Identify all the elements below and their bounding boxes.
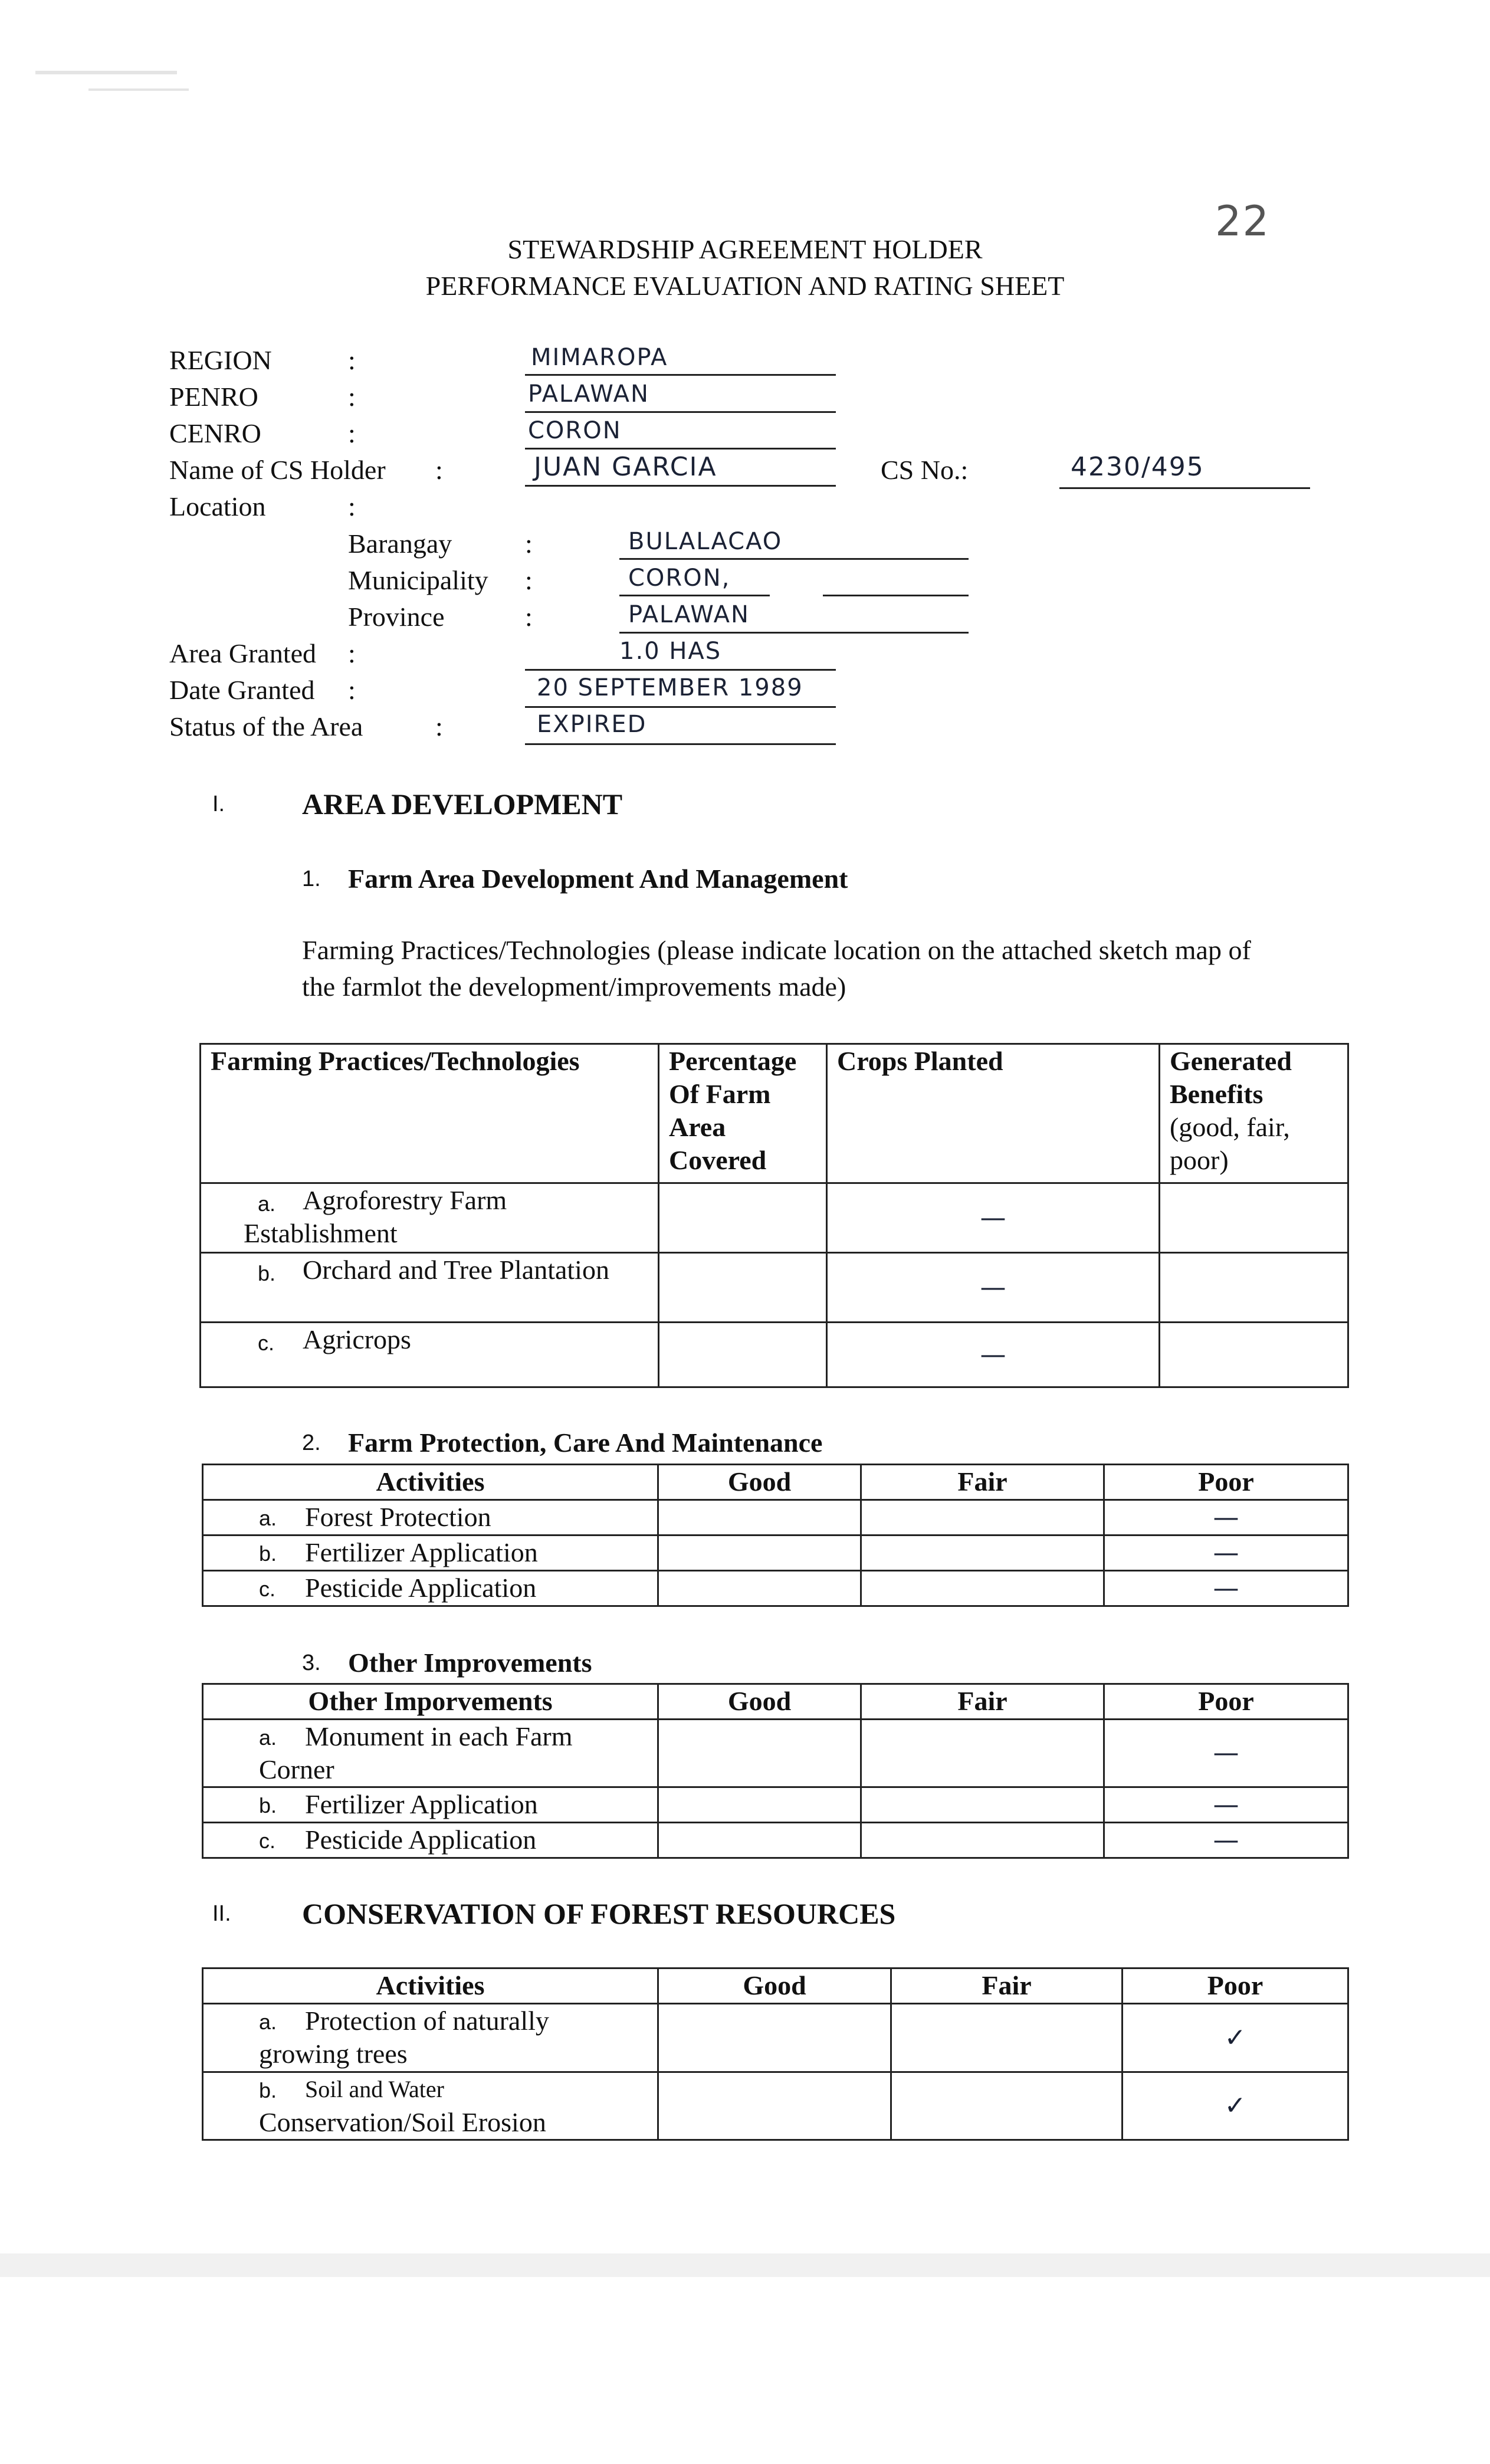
cenro-label: CENRO bbox=[169, 418, 261, 448]
colon: : bbox=[348, 345, 356, 375]
row-letter: c. bbox=[259, 1577, 276, 1601]
fair-cell[interactable] bbox=[861, 1720, 1104, 1787]
form-title-line1: STEWARDSHIP AGREEMENT HOLDER bbox=[507, 234, 983, 264]
penro-label: PENRO bbox=[169, 382, 258, 412]
activity-cell: a. Protection of naturally growing trees bbox=[203, 2004, 658, 2072]
section-title: AREA DEVELOPMENT bbox=[302, 788, 623, 821]
col-header-percentage: Percentage Of Farm Area Covered bbox=[659, 1044, 827, 1183]
holder-value: JUAN GARCIA bbox=[534, 452, 717, 482]
scan-smudge bbox=[35, 71, 177, 74]
fair-cell[interactable] bbox=[861, 1787, 1104, 1823]
row-letter: a. bbox=[259, 1506, 277, 1530]
col-header-benefits: Generated Benefits (good, fair, poor) bbox=[1160, 1044, 1348, 1183]
colon: : bbox=[435, 455, 443, 485]
farming-practices-table bbox=[199, 1043, 1349, 1388]
subsection-title: Farm Protection, Care And Maintenance bbox=[348, 1428, 823, 1458]
activity-cell: c. Pesticide Application bbox=[203, 1823, 658, 1858]
date-label: Date Granted bbox=[169, 675, 315, 705]
region-value: MIMAROPA bbox=[531, 344, 668, 371]
cs-no-label: CS No.: bbox=[881, 455, 969, 485]
activity-cell: a. Monument in each Farm Corner bbox=[203, 1720, 658, 1787]
row-letter: b. bbox=[258, 1261, 276, 1285]
benefits-cell[interactable] bbox=[1160, 1183, 1348, 1253]
poor-cell[interactable]: — bbox=[1104, 1500, 1348, 1536]
province-underline bbox=[619, 632, 969, 634]
crops-cell[interactable]: — bbox=[827, 1253, 1160, 1323]
municipality-label: Municipality bbox=[348, 565, 488, 595]
barangay-label: Barangay bbox=[348, 529, 452, 559]
conservation-table bbox=[202, 1967, 1349, 2141]
col-header-activities: Activities bbox=[203, 1465, 658, 1500]
barangay-underline bbox=[619, 558, 969, 560]
barangay-value: BULALACAO bbox=[628, 528, 783, 555]
fair-cell[interactable] bbox=[861, 1536, 1104, 1571]
municipality-value: CORON, bbox=[628, 565, 731, 592]
row-letter: a. bbox=[259, 1725, 277, 1750]
good-cell[interactable] bbox=[658, 1787, 861, 1823]
form-title-line2: PERFORMANCE EVALUATION AND RATING SHEET bbox=[425, 271, 1065, 301]
province-value: PALAWAN bbox=[628, 601, 750, 628]
holder-label: Name of CS Holder bbox=[169, 455, 386, 485]
scan-smudge bbox=[88, 88, 189, 91]
subsection-number: 2. bbox=[302, 1431, 321, 1455]
poor-cell[interactable]: — bbox=[1104, 1823, 1348, 1858]
scan-band bbox=[0, 2253, 1490, 2277]
benefits-cell[interactable] bbox=[1160, 1253, 1348, 1323]
percentage-cell[interactable] bbox=[659, 1323, 827, 1387]
status-value: EXPIRED bbox=[537, 711, 647, 738]
fair-cell[interactable] bbox=[891, 2004, 1123, 2072]
col-header-crops: Crops Planted bbox=[827, 1044, 1160, 1183]
percentage-cell[interactable] bbox=[659, 1253, 827, 1323]
col-header-good: Good bbox=[658, 1968, 891, 2004]
row-letter: c. bbox=[258, 1331, 275, 1355]
poor-cell[interactable]: — bbox=[1104, 1571, 1348, 1606]
status-underline bbox=[525, 743, 836, 745]
table-row bbox=[203, 1823, 1348, 1858]
colon: : bbox=[435, 711, 443, 742]
good-cell[interactable] bbox=[658, 1571, 861, 1606]
penro-value: PALAWAN bbox=[528, 380, 649, 408]
col-header-practice: Farming Practices/Technologies bbox=[201, 1044, 659, 1183]
table-row bbox=[203, 1536, 1348, 1571]
area-value: 1.0 HAS bbox=[619, 638, 722, 665]
fair-cell[interactable] bbox=[861, 1500, 1104, 1536]
row-letter: a. bbox=[258, 1192, 276, 1216]
row-letter: b. bbox=[259, 1793, 277, 1817]
subsection-number: 1. bbox=[302, 867, 321, 891]
cs-no-value: 4230/495 bbox=[1071, 452, 1205, 482]
cenro-underline bbox=[525, 448, 836, 450]
penro-underline bbox=[525, 411, 836, 413]
poor-cell[interactable]: — bbox=[1104, 1787, 1348, 1823]
colon: : bbox=[525, 565, 533, 595]
subsection-title: Other Improvements bbox=[348, 1648, 592, 1678]
colon: : bbox=[525, 529, 533, 559]
other-improvements-table bbox=[202, 1683, 1349, 1859]
colon: : bbox=[348, 418, 356, 448]
section-number: I. bbox=[212, 792, 225, 816]
region-label: REGION bbox=[169, 345, 272, 375]
location-label: Location bbox=[169, 491, 266, 521]
row-letter: b. bbox=[259, 2078, 277, 2102]
fair-cell[interactable] bbox=[861, 1571, 1104, 1606]
practice-cell: b. Orchard and Tree Plantation bbox=[201, 1253, 659, 1323]
crops-cell[interactable]: — bbox=[827, 1323, 1160, 1387]
good-cell[interactable] bbox=[658, 2004, 891, 2072]
subsection-title: Farm Area Development And Management bbox=[348, 864, 848, 894]
cenro-value: CORON bbox=[528, 417, 622, 444]
colon: : bbox=[525, 602, 533, 632]
col-header-poor: Poor bbox=[1104, 1684, 1348, 1720]
practice-cell: c. Agricrops bbox=[201, 1323, 659, 1387]
col-header-fair: Fair bbox=[861, 1684, 1104, 1720]
activity-cell: b. Fertilizer Application bbox=[203, 1536, 658, 1571]
cs-no-underline bbox=[1059, 487, 1310, 489]
instruction-line1: Farming Practices/Technologies (please indicate location on the attached sketch map of bbox=[302, 935, 1251, 965]
benefits-cell[interactable] bbox=[1160, 1323, 1348, 1387]
table-row bbox=[203, 1500, 1348, 1536]
page-mark: 22 bbox=[1215, 197, 1271, 245]
table-row bbox=[203, 1720, 1348, 1787]
poor-cell[interactable]: — bbox=[1104, 1536, 1348, 1571]
row-letter: b. bbox=[259, 1541, 277, 1566]
good-cell[interactable] bbox=[658, 2072, 891, 2140]
region-underline bbox=[525, 374, 836, 376]
area-underline bbox=[525, 669, 836, 671]
poor-cell[interactable]: ✓ bbox=[1123, 2004, 1348, 2072]
municipality-underline bbox=[619, 595, 770, 596]
poor-cell[interactable]: ✓ bbox=[1123, 2072, 1348, 2140]
table-row bbox=[201, 1323, 1348, 1387]
good-cell[interactable] bbox=[658, 1500, 861, 1536]
holder-underline bbox=[525, 485, 836, 487]
col-header-fair: Fair bbox=[861, 1465, 1104, 1500]
date-value: 20 SEPTEMBER 1989 bbox=[537, 674, 803, 701]
table-row bbox=[201, 1253, 1348, 1323]
status-label: Status of the Area bbox=[169, 711, 363, 742]
instruction-line2: the farmlot the development/improvements made) bbox=[302, 972, 846, 1002]
colon: : bbox=[348, 382, 356, 412]
col-header-poor: Poor bbox=[1104, 1465, 1348, 1500]
practice-cell: a. Agroforestry Farm Establishment bbox=[201, 1183, 659, 1253]
table-row bbox=[203, 2072, 1348, 2140]
subsection-number: 3. bbox=[302, 1651, 321, 1675]
col-header-fair: Fair bbox=[891, 1968, 1123, 2004]
municipality-underline-2 bbox=[823, 595, 969, 596]
crops-cell[interactable]: — bbox=[827, 1183, 1160, 1253]
section-title: CONSERVATION OF FOREST RESOURCES bbox=[302, 1897, 896, 1930]
colon: : bbox=[348, 491, 356, 521]
row-letter: a. bbox=[259, 2010, 277, 2034]
col-header-good: Good bbox=[658, 1684, 861, 1720]
activity-cell: a. Forest Protection bbox=[203, 1500, 658, 1536]
province-label: Province bbox=[348, 602, 445, 632]
fair-cell[interactable] bbox=[861, 1823, 1104, 1858]
table-row bbox=[203, 2004, 1348, 2072]
colon: : bbox=[348, 638, 356, 668]
fair-cell[interactable] bbox=[891, 2072, 1123, 2140]
table-row bbox=[203, 1787, 1348, 1823]
row-letter: c. bbox=[259, 1829, 276, 1853]
col-header-good: Good bbox=[658, 1465, 861, 1500]
activity-cell: b. Soil and Water Conservation/Soil Erosion bbox=[203, 2072, 658, 2140]
activity-cell: b. Fertilizer Application bbox=[203, 1787, 658, 1823]
percentage-cell[interactable] bbox=[659, 1183, 827, 1253]
farm-protection-table bbox=[202, 1464, 1349, 1607]
col-header-activities: Other Imporvements bbox=[203, 1684, 658, 1720]
col-header-poor: Poor bbox=[1123, 1968, 1348, 2004]
good-cell[interactable] bbox=[658, 1823, 861, 1858]
colon: : bbox=[348, 675, 356, 705]
good-cell[interactable] bbox=[658, 1720, 861, 1787]
table-row bbox=[203, 1571, 1348, 1606]
col-header-activities: Activities bbox=[203, 1968, 658, 2004]
poor-cell[interactable]: — bbox=[1104, 1720, 1348, 1787]
activity-cell: c. Pesticide Application bbox=[203, 1571, 658, 1606]
section-number: II. bbox=[212, 1901, 231, 1926]
table-row bbox=[201, 1183, 1348, 1253]
area-label: Area Granted bbox=[169, 638, 317, 668]
good-cell[interactable] bbox=[658, 1536, 861, 1571]
